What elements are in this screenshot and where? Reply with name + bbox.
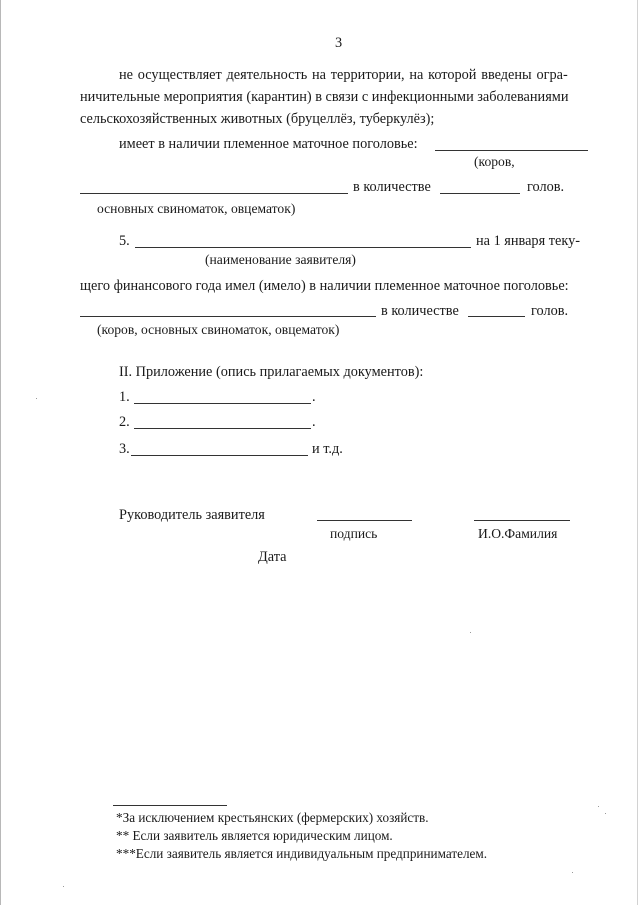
quantity-blank-2[interactable] xyxy=(468,316,525,317)
footnote-3: ***Если заявитель является индивидуальным предпринимателем. xyxy=(116,846,488,861)
scan-speck xyxy=(598,806,599,807)
item-5-date-text: на 1 января теку- xyxy=(476,233,580,249)
item-5-line-2: щего финансового года имел (имело) в наличии племенное маточное поголовье: xyxy=(80,278,569,294)
scan-speck xyxy=(470,632,471,633)
livestock-blank-2[interactable] xyxy=(80,193,348,194)
scan-speck xyxy=(36,398,37,399)
paragraph-1-line-3: сельскохозяйственных животных (бруцеллёз, туберкулёз); xyxy=(80,111,435,127)
livestock-hint-pigs-sheep: основных свиноматок, овцематок) xyxy=(97,201,296,216)
appendix-heading: II. Приложение (опись прилагаемых документов): xyxy=(119,364,424,380)
quantity-label-1: в количестве xyxy=(353,179,431,195)
livestock-hint-all: (коров, основных свиноматок, овцематок) xyxy=(97,322,340,337)
appendix-item-1-end: . xyxy=(312,389,316,405)
scan-edge-right xyxy=(637,0,638,905)
signature-label: Руководитель заявителя xyxy=(119,507,265,523)
footnote-separator xyxy=(113,805,227,806)
appendix-item-2-end: . xyxy=(312,414,316,430)
livestock-blank-1[interactable] xyxy=(435,150,588,151)
page-number: 3 xyxy=(335,35,343,51)
quantity-label-2: в количестве xyxy=(381,303,459,319)
scan-speck xyxy=(63,886,64,887)
applicant-name-blank[interactable] xyxy=(135,247,471,248)
item-5-number: 5. xyxy=(119,233,130,249)
date-label: Дата xyxy=(258,549,287,565)
appendix-item-1-blank[interactable] xyxy=(134,403,311,404)
signature-blank[interactable] xyxy=(317,520,412,521)
livestock-blank-3[interactable] xyxy=(80,316,376,317)
appendix-item-2-number: 2. xyxy=(119,414,130,430)
scan-speck xyxy=(572,872,573,873)
signature-caption: подпись xyxy=(330,526,378,541)
name-caption: И.О.Фамилия xyxy=(478,526,558,541)
name-blank[interactable] xyxy=(474,520,570,521)
appendix-item-2-blank[interactable] xyxy=(134,428,311,429)
livestock-statement: имеет в наличии племенное маточное поголовье: xyxy=(119,136,418,152)
paragraph-1-line-1: не осуществляет деятельность на территории, на которой введены огра- xyxy=(119,67,568,83)
footnote-2: ** Если заявитель является юридическим лицом. xyxy=(116,828,393,843)
footnote-1: *За исключением крестьянских (фермерских) хозяйств. xyxy=(116,810,429,825)
quantity-blank-1[interactable] xyxy=(440,193,520,194)
unit-label-1: голов. xyxy=(527,179,565,195)
appendix-item-3-end: и т.д. xyxy=(312,441,343,457)
livestock-hint-cows: (коров, xyxy=(474,154,515,169)
appendix-item-3-blank[interactable] xyxy=(131,455,308,456)
appendix-item-3-number: 3. xyxy=(119,441,130,457)
paragraph-1-line-2: ничительные мероприятия (карантин) в связи с инфекционными заболеваниями xyxy=(80,89,569,105)
appendix-item-1-number: 1. xyxy=(119,389,130,405)
scan-edge-left xyxy=(0,0,1,905)
scan-speck xyxy=(605,813,606,814)
unit-label-2: голов. xyxy=(531,303,569,319)
applicant-name-hint: (наименование заявителя) xyxy=(205,252,356,267)
